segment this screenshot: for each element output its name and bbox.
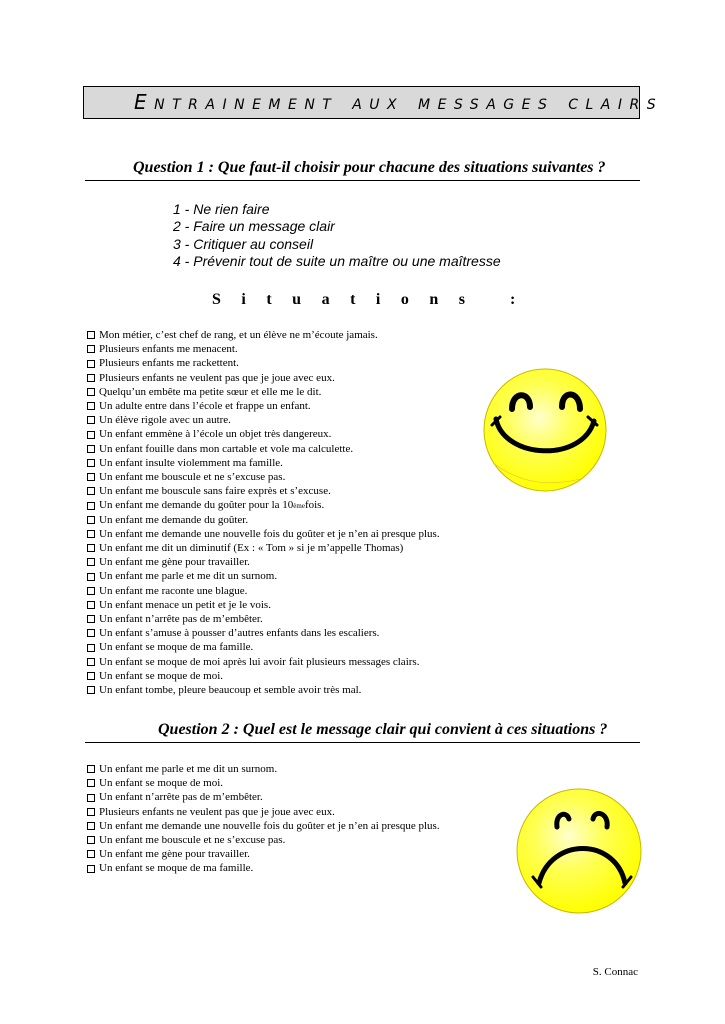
situations2-list: [87, 762, 440, 876]
list-item[interactable]: Plusieurs enfants me menacent.: [87, 342, 440, 356]
checkbox[interactable]: [87, 836, 95, 844]
list-item[interactable]: Quelqu’un embête ma petite sœur et elle me le dit.: [87, 385, 440, 399]
list-item[interactable]: Un enfant me demande une nouvelle fois du goûter et je n’en ai presque plus.: [87, 527, 440, 541]
options-list: [173, 201, 501, 270]
title-box: [83, 86, 664, 119]
checkbox[interactable]: [87, 388, 95, 396]
checkbox[interactable]: [87, 502, 95, 510]
list-item[interactable]: Un enfant fouille dans mon cartable et vole ma calculette.: [87, 442, 440, 456]
option-item: 2 - Faire un message clair: [173, 218, 335, 235]
list-item[interactable]: Un élève rigole avec un autre.: [87, 413, 440, 427]
checkbox[interactable]: [87, 850, 95, 858]
list-item[interactable]: Un enfant me gène pour travailler.: [87, 847, 440, 861]
checkbox[interactable]: [87, 615, 95, 623]
checkbox[interactable]: [87, 473, 95, 481]
option-item: 1 - Ne rien faire: [173, 201, 270, 217]
list-item[interactable]: Un enfant me raconte une blague.: [87, 584, 440, 598]
question-1-rule: [85, 180, 640, 181]
sad-smiley-icon: [515, 787, 643, 915]
list-item[interactable]: Un enfant se moque de ma famille.: [87, 861, 440, 875]
list-item[interactable]: Un enfant menace un petit et je le vois.: [87, 598, 440, 612]
checkbox[interactable]: [87, 416, 95, 424]
checkbox[interactable]: [87, 644, 95, 652]
list-item[interactable]: Plusieurs enfants ne veulent pas que je joue avec eux.: [87, 371, 440, 385]
list-item[interactable]: Mon métier, c’est chef de rang, et un élève ne m’écoute jamais.: [87, 328, 440, 342]
question-2: Question 2 : Quel est le message clair qui convient à ces situations ?: [158, 721, 608, 738]
checkbox[interactable]: [87, 865, 95, 873]
checkbox[interactable]: [87, 530, 95, 538]
happy-smiley-icon: [482, 367, 608, 493]
list-item[interactable]: Un enfant se moque de moi.: [87, 669, 440, 683]
checkbox[interactable]: [87, 765, 95, 773]
situations-heading: Situations :: [212, 291, 536, 308]
checkbox[interactable]: [87, 459, 95, 467]
checkbox[interactable]: [87, 558, 95, 566]
list-item[interactable]: Un enfant se moque de moi après lui avoir fait plusieurs messages clairs.: [87, 655, 440, 669]
list-item[interactable]: Un enfant me parle et me dit un surnom.: [87, 569, 440, 583]
list-item[interactable]: Un enfant me demande du goûter pour la 10 ème fois.: [87, 498, 440, 512]
page-title: Entrainement aux messages clairs: [134, 90, 664, 114]
question-1: Question 1 : Que faut-il choisir pour chacune des situations suivantes ?: [133, 159, 606, 176]
checkbox[interactable]: [87, 516, 95, 524]
checkbox[interactable]: [87, 794, 95, 802]
checkbox[interactable]: [87, 431, 95, 439]
checkbox[interactable]: [87, 487, 95, 495]
list-item[interactable]: Un enfant me bouscule sans faire exprès et s’excuse.: [87, 484, 440, 498]
situations-list: [87, 328, 440, 697]
checkbox[interactable]: [87, 587, 95, 595]
checkbox[interactable]: [87, 822, 95, 830]
checkbox[interactable]: [87, 345, 95, 353]
option-item: 4 - Prévenir tout de suite un maître ou une maîtresse: [173, 252, 501, 269]
checkbox[interactable]: [87, 331, 95, 339]
list-item[interactable]: Un enfant emmène à l’école un objet très dangereux.: [87, 427, 440, 441]
list-item[interactable]: Un enfant me dit un diminutif (Ex : « Tom » si je m’appelle Thomas): [87, 541, 440, 555]
list-item[interactable]: Un enfant tombe, pleure beaucoup et semble avoir très mal.: [87, 683, 440, 697]
list-item[interactable]: Plusieurs enfants me rackettent.: [87, 356, 440, 370]
list-item[interactable]: Plusieurs enfants ne veulent pas que je joue avec eux.: [87, 805, 440, 819]
checkbox[interactable]: [87, 808, 95, 816]
checkbox[interactable]: [87, 601, 95, 609]
list-item[interactable]: Un enfant se moque de moi.: [87, 776, 440, 790]
list-item[interactable]: Un enfant se moque de ma famille.: [87, 640, 440, 654]
checkbox[interactable]: [87, 573, 95, 581]
list-item[interactable]: Un enfant insulte violemment ma famille.: [87, 456, 440, 470]
list-item[interactable]: Un enfant s’amuse à pousser d’autres enfants dans les escaliers.: [87, 626, 440, 640]
checkbox[interactable]: [87, 779, 95, 787]
list-item[interactable]: Un enfant me bouscule et ne s’excuse pas.: [87, 470, 440, 484]
checkbox[interactable]: [87, 686, 95, 694]
list-item[interactable]: Un enfant me demande du goûter.: [87, 513, 440, 527]
checkbox[interactable]: [87, 672, 95, 680]
checkbox[interactable]: [87, 658, 95, 666]
list-item[interactable]: Un enfant me bouscule et ne s’excuse pas.: [87, 833, 440, 847]
list-item[interactable]: Un enfant me gène pour travailler.: [87, 555, 440, 569]
list-item[interactable]: Un enfant me demande une nouvelle fois du goûter et je n’en ai presque plus.: [87, 819, 440, 833]
option-item: 3 - Critiquer au conseil: [173, 235, 314, 252]
checkbox[interactable]: [87, 402, 95, 410]
list-item[interactable]: Un enfant n’arrête pas de m’embêter.: [87, 612, 440, 626]
list-item[interactable]: Un enfant n’arrête pas de m’embêter.: [87, 790, 440, 804]
checkbox[interactable]: [87, 360, 95, 368]
checkbox[interactable]: [87, 544, 95, 552]
author-footer: S. Connac: [592, 966, 638, 978]
checkbox[interactable]: [87, 374, 95, 382]
question-2-rule: [85, 742, 640, 743]
list-item[interactable]: Un enfant me parle et me dit un surnom.: [87, 762, 440, 776]
checkbox[interactable]: [87, 629, 95, 637]
checkbox[interactable]: [87, 445, 95, 453]
list-item[interactable]: Un adulte entre dans l’école et frappe un enfant.: [87, 399, 440, 413]
